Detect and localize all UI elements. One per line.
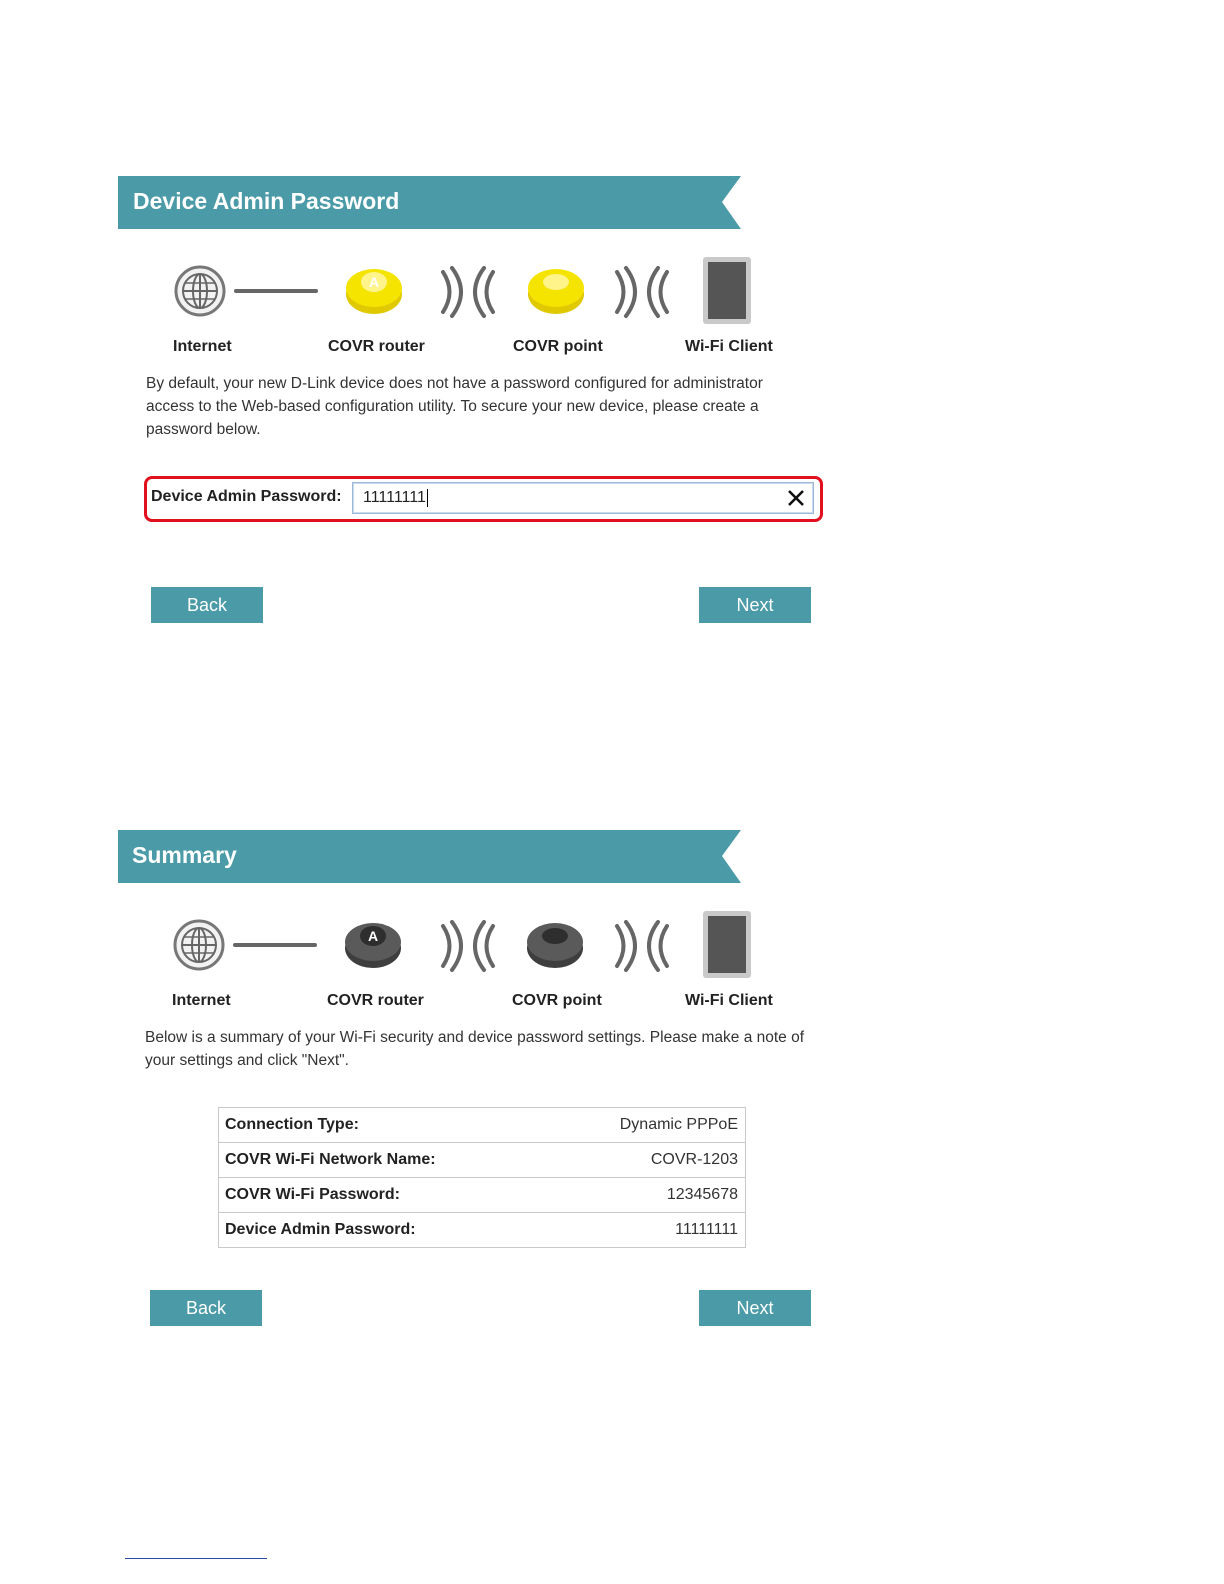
diagram-label-wifi-client: Wi-Fi Client — [685, 338, 773, 355]
next-button[interactable]: Next — [699, 587, 811, 623]
router-icon — [346, 269, 402, 314]
wireless-signal-icon — [443, 268, 493, 316]
wireless-signal-icon — [617, 922, 667, 970]
router-badge: A — [368, 274, 380, 290]
table-value: 11111111 — [675, 1221, 738, 1238]
section-banner — [118, 830, 741, 883]
password-input[interactable] — [352, 482, 814, 514]
router-badge: A — [367, 928, 379, 944]
table-value: COVR-1203 — [650, 1151, 738, 1168]
table-value: Dynamic PPPoE — [619, 1116, 738, 1133]
summary-panel — [118, 830, 838, 1350]
point-icon — [528, 269, 584, 314]
table-key: COVR Wi-Fi Password: — [225, 1186, 400, 1203]
point-icon — [527, 923, 583, 968]
page-title: Summary — [132, 842, 237, 868]
router-icon — [345, 923, 401, 968]
footnote-divider — [125, 1558, 267, 1559]
diagram-label-covr-point: COVR point — [513, 338, 603, 355]
table-row — [219, 1143, 745, 1178]
globe-icon — [176, 267, 224, 315]
table-key: Device Admin Password: — [225, 1221, 416, 1238]
password-highlight-box — [144, 476, 823, 522]
table-row — [219, 1178, 745, 1213]
wireless-signal-icon — [443, 922, 493, 970]
tablet-icon — [703, 911, 751, 978]
description-text: By default, your new D-Link device does not have a password configured for administrator access to the Web-based configuration utility. To secure your new device, please create a password below. — [146, 375, 763, 438]
diagram-label-wifi-client: Wi-Fi Client — [685, 992, 773, 1009]
back-button[interactable]: Back — [151, 587, 263, 623]
table-row — [219, 1108, 745, 1143]
summary-table — [218, 1107, 746, 1248]
next-button[interactable]: Next — [699, 1290, 811, 1326]
globe-icon — [175, 921, 223, 969]
diagram-label-internet: Internet — [172, 992, 231, 1009]
password-value: 11111111 — [363, 489, 426, 506]
table-row — [219, 1213, 745, 1247]
table-key: Connection Type: — [225, 1116, 359, 1133]
device-admin-password-panel — [118, 176, 838, 636]
diagram-label-covr-router: COVR router — [327, 992, 424, 1009]
section-banner — [118, 176, 741, 229]
description-text: Below is a summary of your Wi-Fi security and device password settings. Please make a note of your settings and click "Next". — [145, 1029, 805, 1069]
wireless-signal-icon — [617, 268, 667, 316]
tablet-icon — [703, 257, 751, 324]
table-value: 12345678 — [666, 1186, 738, 1203]
password-label: Device Admin Password: — [151, 488, 342, 505]
diagram-label-covr-router: COVR router — [328, 338, 425, 355]
diagram-label-covr-point: COVR point — [512, 992, 602, 1009]
page-title: Device Admin Password — [133, 188, 400, 214]
diagram-label-internet: Internet — [173, 338, 232, 355]
close-icon[interactable] — [787, 489, 805, 507]
table-key: COVR Wi-Fi Network Name: — [225, 1151, 436, 1168]
back-button[interactable]: Back — [150, 1290, 262, 1326]
